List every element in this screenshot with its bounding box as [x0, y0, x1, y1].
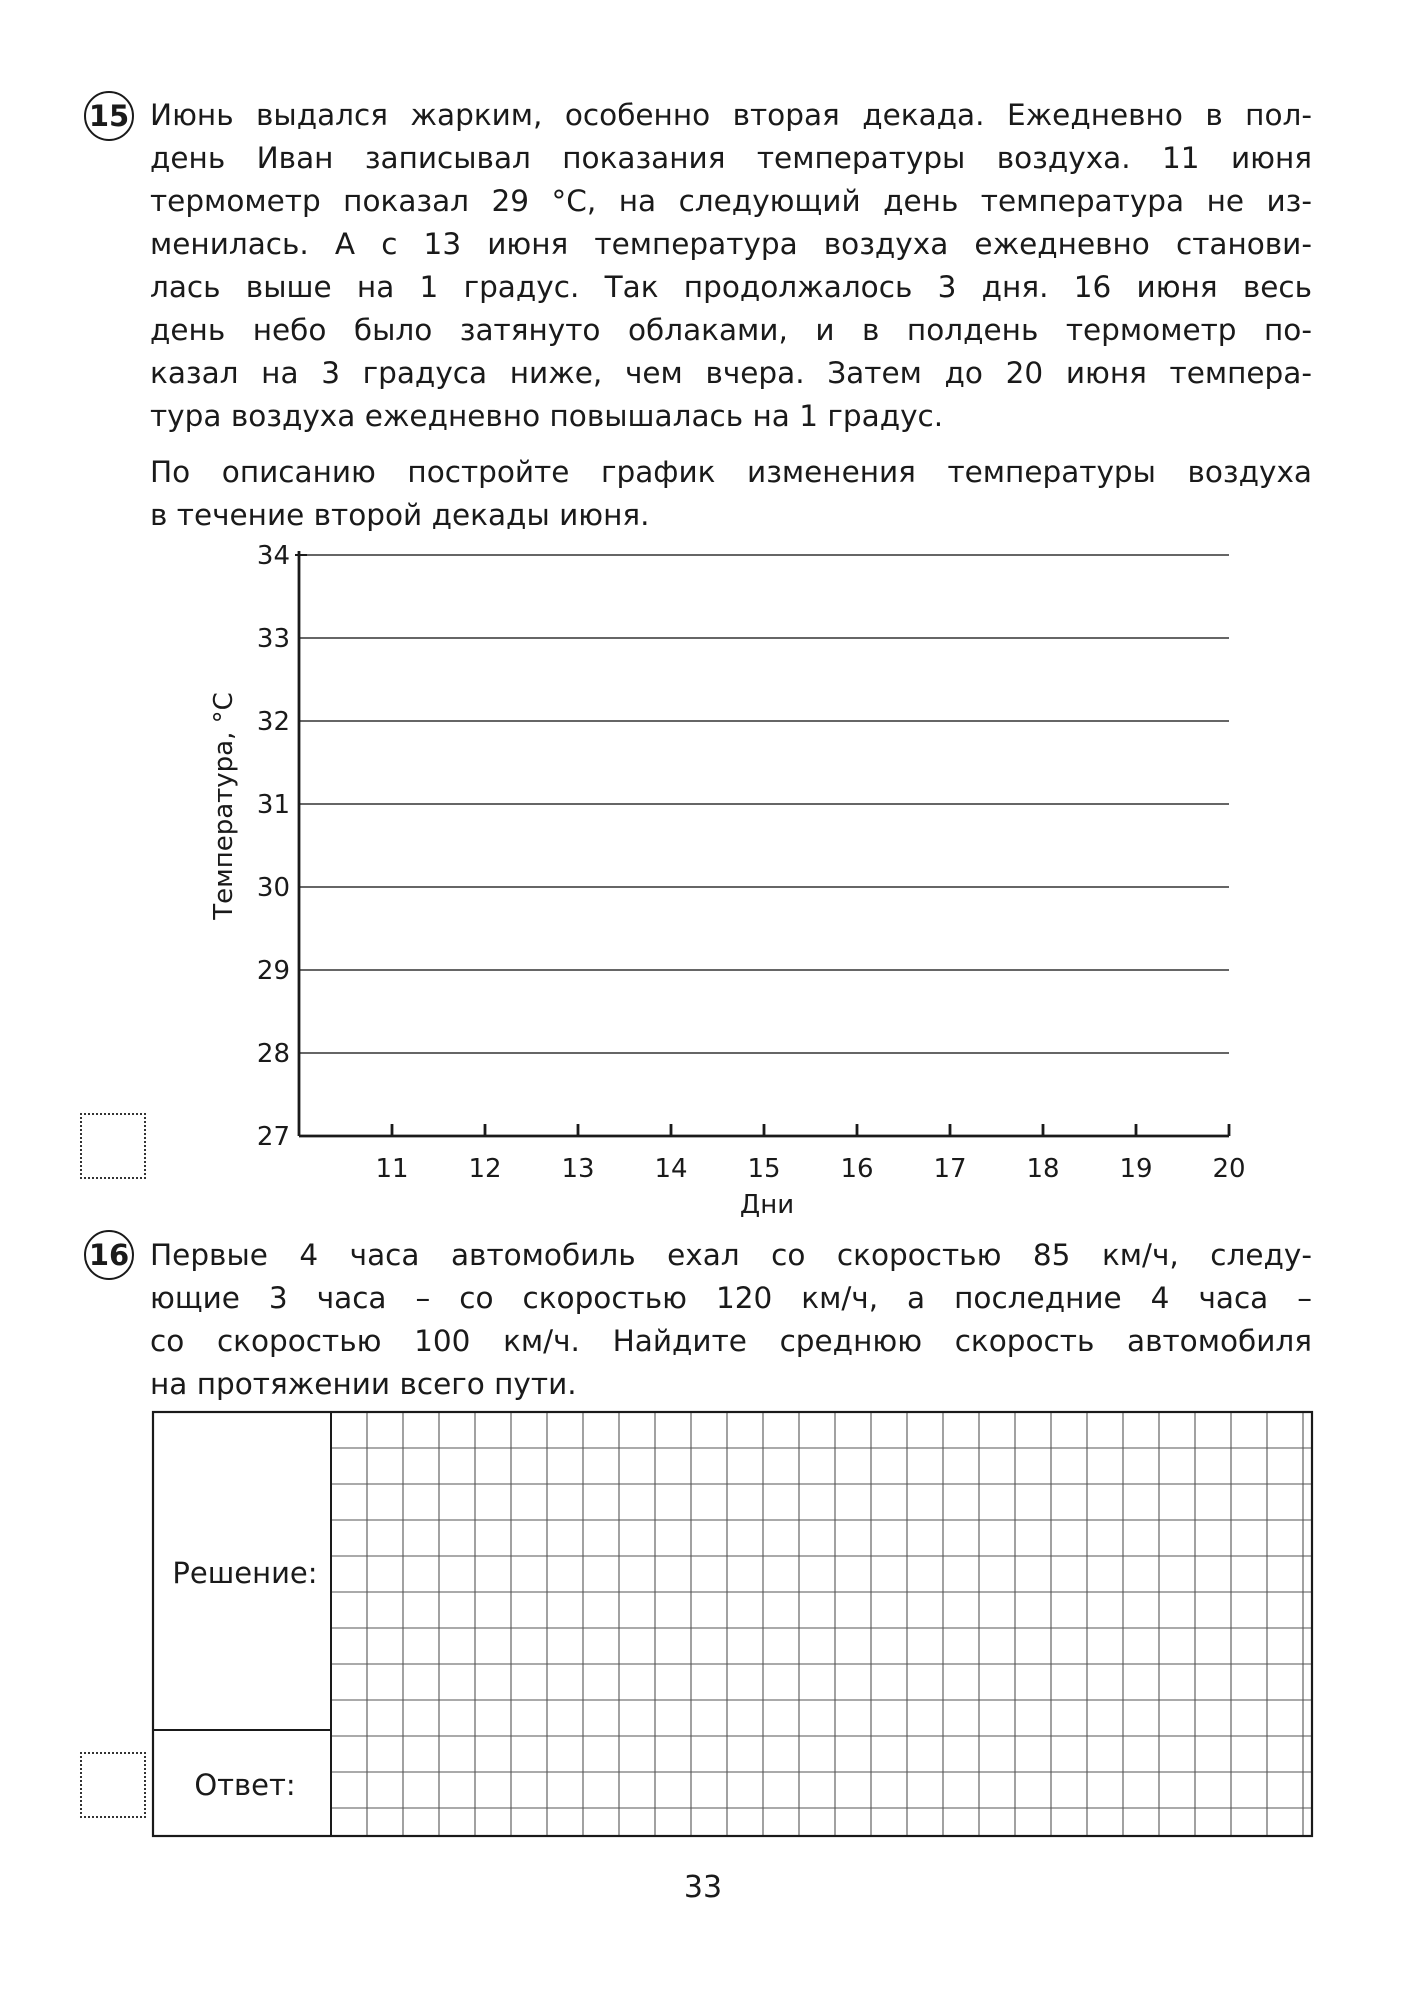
task-16-line: на протяжении всего пути.: [150, 1367, 577, 1401]
task-16-number: 16: [84, 1230, 134, 1280]
task-15-line: лась выше на 1 градус. Так продолжалось 3 дня. 16 июня весь: [150, 270, 1312, 304]
y-tick-label: 28: [256, 1039, 290, 1069]
answer-grid-border: [153, 1412, 1312, 1836]
x-tick-label: 12: [468, 1154, 502, 1184]
task-15-line: Июнь выдался жарким, особенно вторая декада. Ежедневно в пол-: [150, 98, 1312, 132]
task-16-line: ющие 3 часа – со скоростью 120 км/ч, а последние 4 часа –: [150, 1281, 1312, 1315]
task-15-line: день небо было затянуто облаками, и в полдень термометр по-: [150, 313, 1312, 347]
y-tick-label: 29: [256, 956, 290, 986]
task-15-line: термометр показал 29 °С, на следующий день температура не из-: [150, 184, 1312, 218]
y-tick-label: 30: [256, 873, 290, 903]
task-15-line: день Иван записывал показания температуры воздуха. 11 июня: [150, 141, 1312, 175]
task-15-number: 15: [84, 91, 134, 141]
task-15-line: тура воздуха ежедневно повышалась на 1 градус.: [150, 399, 944, 433]
task-15-question-line: в течение второй декады июня.: [150, 498, 650, 532]
x-tick-label: 11: [375, 1154, 409, 1184]
y-axis-label: Температура, °С: [209, 692, 239, 920]
page-number: 33: [683, 1870, 723, 1905]
x-tick-label: 18: [1026, 1154, 1060, 1184]
y-tick-label: 32: [256, 707, 290, 737]
x-tick-label: 19: [1119, 1154, 1153, 1184]
task-15-line: менилась. А с 13 июня температура воздуха ежедневно станови-: [150, 227, 1312, 261]
task-16-line: Первые 4 часа автомобиль ехал со скоростью 85 км/ч, следу-: [150, 1238, 1312, 1272]
y-tick-label: 27: [256, 1122, 290, 1152]
x-tick-label: 17: [933, 1154, 967, 1184]
task-15-question-line: По описанию постройте график изменения температуры воздуха: [150, 455, 1312, 489]
answer-label: Ответ:: [194, 1768, 296, 1802]
x-axis-label: Дни: [739, 1190, 795, 1220]
y-tick-label: 33: [256, 624, 290, 654]
x-tick-label: 16: [840, 1154, 874, 1184]
x-tick-label: 13: [561, 1154, 595, 1184]
y-tick-label: 31: [256, 790, 290, 820]
task-16-text: [150, 1234, 1312, 1406]
task-16-score-box[interactable]: [80, 1752, 146, 1818]
y-tick-label: 34: [256, 541, 290, 571]
x-tick-label: 14: [654, 1154, 688, 1184]
task-15-line: казал на 3 градуса ниже, чем вчера. Затем до 20 июня темпера-: [150, 356, 1312, 390]
x-tick-label: 15: [747, 1154, 781, 1184]
task-15-score-box[interactable]: [80, 1113, 146, 1179]
solution-label: Решение:: [172, 1556, 318, 1590]
task-16-line: со скоростью 100 км/ч. Найдите среднюю скорость автомобиля: [150, 1324, 1312, 1358]
x-tick-label: 20: [1212, 1154, 1246, 1184]
